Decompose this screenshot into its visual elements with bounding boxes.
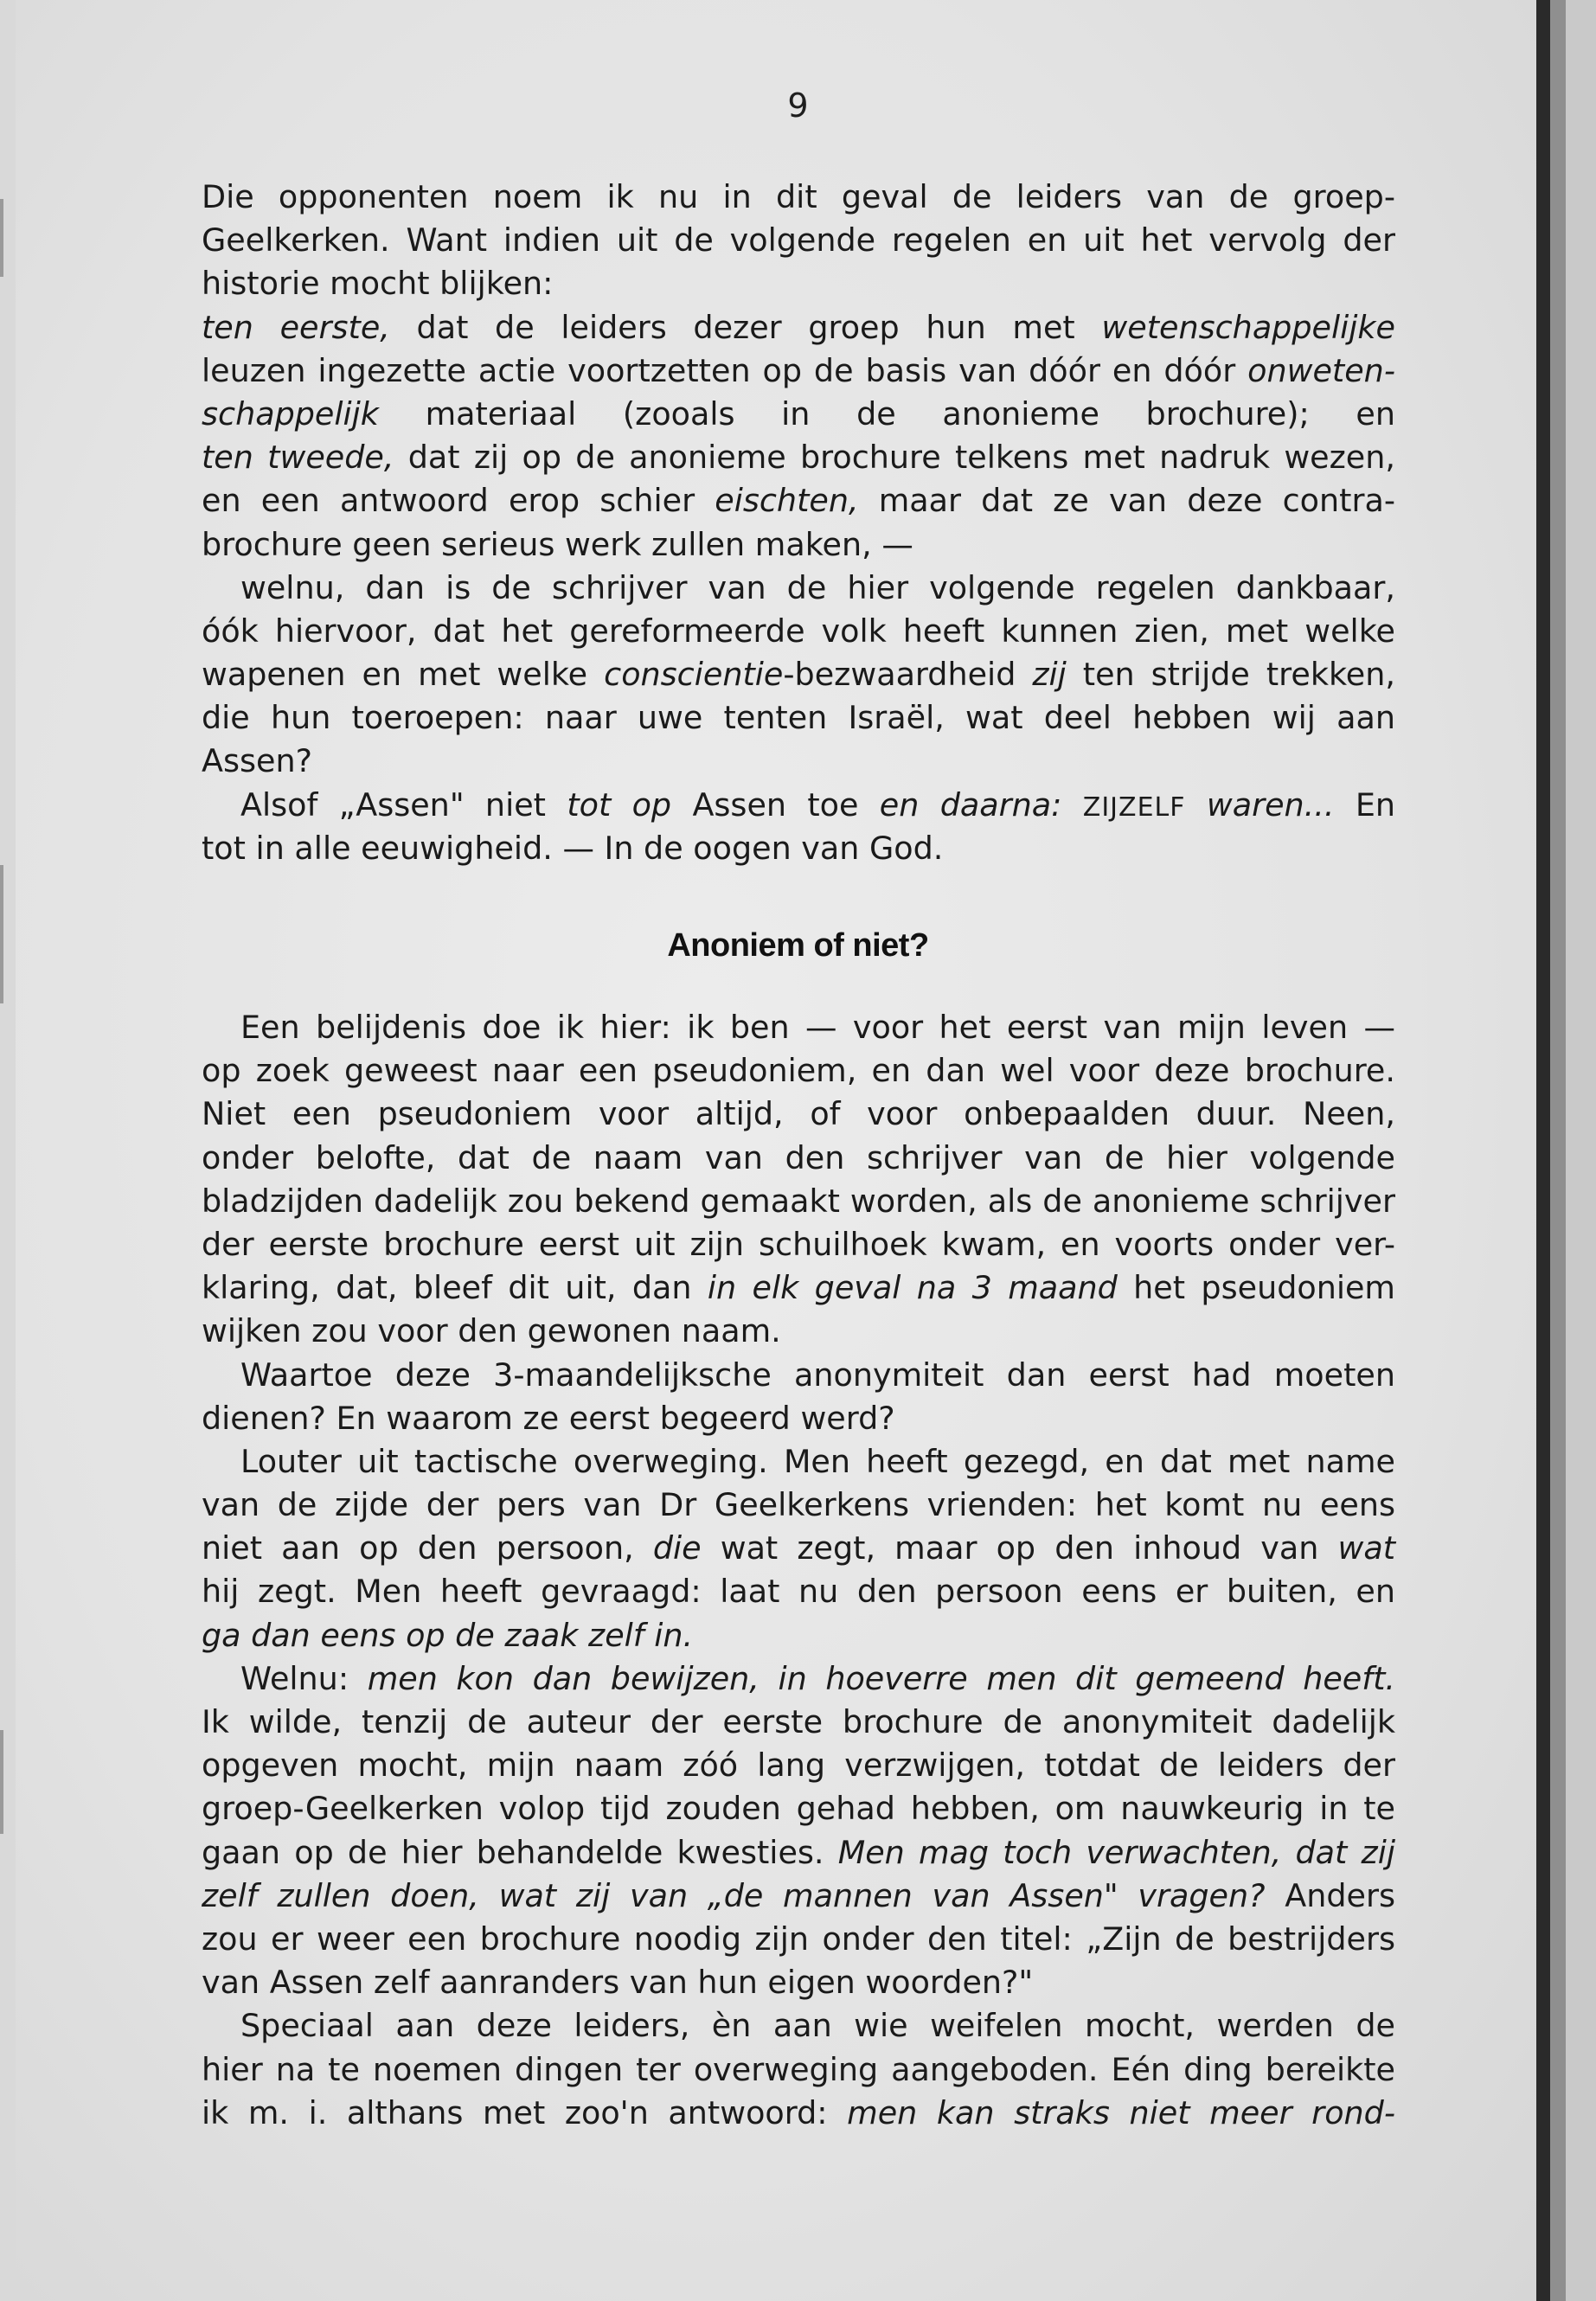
text-run: En [1334, 785, 1396, 824]
italic-text: waren... [1206, 785, 1335, 824]
text-line [202, 567, 1395, 610]
italic-text: schappelijk [202, 394, 379, 433]
text-run: Geelkerken. Want indien uit de volgende regelen en uit het vervolg der [202, 221, 1395, 260]
text-run: groep-Geelkerken volop tijd zouden gehad hebben, om nauwkeurig in te [202, 1790, 1395, 1828]
text-run: gaan op de hier behandelde kwesties. [202, 1833, 838, 1871]
text-line [202, 1831, 1395, 1875]
text-line [202, 2092, 1395, 2135]
italic-text: die [652, 1529, 702, 1567]
text-run: brochure geen serieus werk zullen maken, — [202, 525, 913, 563]
text-run: Die opponenten noem ik nu in dit geval de leiders van de groep- [202, 178, 1395, 215]
text-run [1061, 786, 1082, 824]
left-margin-mark [0, 1730, 3, 1834]
text-run: Een belijdenis doe ik hier: ik ben — voor het eerst van mijn leven — [240, 1009, 1395, 1046]
italic-text: men kan straks niet meer rond- [847, 2093, 1395, 2131]
small-caps-text: ZIJZELF [1082, 792, 1186, 823]
text-line [202, 2004, 1395, 2048]
text-line [202, 1266, 1395, 1310]
text-line [202, 1527, 1395, 1570]
text-line [202, 349, 1395, 393]
text-run: dat de leiders dezer groep hun met [389, 308, 1102, 346]
text-line [202, 740, 1395, 783]
text-line [202, 1484, 1395, 1527]
text-run: wat zegt, maar op den inhoud van [701, 1529, 1338, 1567]
italic-text: eischten, [715, 482, 859, 520]
text-run: der eerste brochure eerst uit zijn schuilhoek kwam, en voorts onder ver- [202, 1225, 1395, 1263]
text-line [202, 1614, 1395, 1657]
text-run: opgeven mocht, mijn naam zóó lang verzwijgen, totdat de leiders der [202, 1747, 1395, 1785]
text-run: klaring, dat, bleef dit uit, dan [202, 1269, 708, 1307]
left-margin-mark [0, 199, 3, 277]
text-line [202, 219, 1395, 262]
page-number: 9 [787, 87, 809, 125]
text-run: Assen toe [671, 785, 880, 824]
text-run: óók hiervoor, dat het gereformeerde volk heeft kunnen zien, met welke [202, 612, 1395, 650]
text-line [202, 784, 1395, 827]
text-run: hij zegt. Men heeft gevraagd: laat nu den persoon eens er buiten, en [202, 1573, 1395, 1611]
text-run: maar dat ze van deze contra- [858, 482, 1395, 520]
text-line [202, 1093, 1395, 1136]
italic-text: wetenschappelijke [1101, 308, 1395, 346]
text-run: bladzijden dadelijk zou bekend gemaakt worden, als de anonieme schrijver [202, 1182, 1395, 1220]
text-run: wijken zou voor den gewonen naam. [202, 1312, 781, 1350]
text-run: niet aan op den persoon, [202, 1529, 653, 1567]
text-line [202, 610, 1395, 653]
text-run: leuzen ingezette actie voortzetten op de basis van dóór en dóór [202, 351, 1248, 389]
text-line [202, 1701, 1395, 1744]
italic-text: conscientie [604, 656, 784, 694]
page-edge [1550, 0, 1566, 2301]
text-run: Assen? [202, 742, 312, 780]
text-run: hier na te noemen dingen ter overweging aangeboden. Eén ding bereikte [202, 2050, 1395, 2088]
text-run: dienen? En waarom ze eerst begeerd werd? [202, 1399, 895, 1437]
text-run: het pseudoniem [1117, 1269, 1395, 1307]
text-run: Ik wilde, tenzij de auteur der eerste brochure de anonymiteit dadelijk [202, 1703, 1395, 1740]
text-run: welnu, dan is de schrijver van de hier volgende regelen dankbaar, [240, 568, 1395, 606]
italic-text: ten tweede, [202, 439, 394, 477]
italic-text: wat [1337, 1529, 1395, 1567]
text-line [202, 696, 1395, 740]
text-run: tot in alle eeuwigheid. — In de oogen van God. [202, 829, 944, 867]
text-run: Welnu: [240, 1659, 368, 1697]
italic-text: tot op [567, 785, 672, 824]
text-run: historie mocht blijken: [202, 265, 554, 303]
text-line [202, 176, 1395, 219]
text-run: op zoek geweest naar een pseudoniem, en dan wel voor deze brochure. [202, 1052, 1395, 1090]
text-line [202, 1006, 1395, 1049]
italic-text: ga dan eens op de zaak zelf in. [202, 1616, 694, 1654]
text-line [202, 393, 1395, 436]
text-run [1186, 786, 1207, 824]
text-line [202, 1137, 1395, 1180]
text-line [202, 1570, 1395, 1613]
book-edge [1566, 0, 1596, 2301]
text-line [202, 1657, 1395, 1701]
text-run: zou er weer een brochure noodig zijn onder den titel: „Zijn de bestrijders [202, 1920, 1395, 1958]
text-line [202, 2048, 1395, 2092]
text-line [202, 262, 1395, 305]
text-run: Alsof „Assen" niet [240, 785, 567, 824]
text-line [202, 1875, 1395, 1918]
text-line [202, 827, 1395, 870]
italic-text: ten eerste, [202, 308, 390, 346]
italic-text: men kon dan bewijzen, in hoeverre men dit gemeend heeft. [367, 1659, 1395, 1697]
text-run: van Assen zelf aanranders van hun eigen woorden?" [202, 1964, 1034, 2002]
text-run: Anders [1265, 1876, 1395, 1914]
italic-text: zij [1032, 656, 1067, 694]
text-line [202, 1787, 1395, 1830]
text-run: ten strijde trekken, [1066, 656, 1395, 694]
text-run: -bezwaardheid [783, 656, 1033, 694]
text-run: Louter uit tactische overweging. Men heeft gezegd, en dat met name [240, 1442, 1395, 1480]
text-line [202, 1961, 1395, 2004]
text-line [202, 1310, 1395, 1353]
text-line [202, 1049, 1395, 1093]
text-run: van de zijde der pers van Dr Geelkerkens vrienden: het komt nu eens [202, 1486, 1395, 1524]
body-text-section-2 [202, 1006, 1395, 2135]
text-line [202, 523, 1395, 567]
text-run: materiaal (zooals in de anonieme brochure); en [378, 394, 1395, 433]
text-run: Niet een pseudoniem voor altijd, of voor onbepaalden duur. Neen, [202, 1095, 1395, 1133]
italic-text: en daarna: [879, 785, 1062, 824]
text-line [202, 1223, 1395, 1266]
body-text-section-1 [202, 176, 1395, 870]
text-run: onder belofte, dat de naam van den schrijver van de hier volgende [202, 1138, 1395, 1176]
italic-text: zelf zullen doen, wat zij van „de mannen van Assen" vragen? [202, 1876, 1266, 1914]
text-line [202, 436, 1395, 479]
text-line [202, 1918, 1395, 1961]
text-line [202, 1744, 1395, 1787]
text-run: Waartoe deze 3-maandelijksche anonymiteit dan eerst had moeten [240, 1356, 1395, 1394]
text-line [202, 306, 1395, 349]
text-line [202, 1180, 1395, 1223]
section-heading: Anoniem of niet? [667, 927, 929, 964]
text-run: en een antwoord erop schier [202, 482, 715, 520]
text-run: dat zij op de anonieme brochure telkens met nadruk wezen, [394, 439, 1395, 477]
page-edge-shadow [1536, 0, 1550, 2301]
italic-text: onweten- [1247, 351, 1395, 389]
text-run: Speciaal aan deze leiders, èn aan wie weifelen mocht, werden de [240, 2007, 1395, 2045]
text-run: ik m. i. althans met zoo'n antwoord: [202, 2093, 848, 2131]
text-line [202, 1440, 1395, 1484]
text-run: die hun toeroepen: naar uwe tenten Israël, wat deel hebben wij aan [202, 699, 1395, 737]
text-run: wapenen en met welke [202, 656, 605, 694]
text-line [202, 1397, 1395, 1440]
text-line [202, 479, 1395, 522]
italic-text: Men mag toch verwachten, dat zij [837, 1833, 1395, 1871]
text-line [202, 653, 1395, 696]
text-line [202, 1354, 1395, 1397]
italic-text: in elk geval na 3 maand [707, 1269, 1118, 1307]
